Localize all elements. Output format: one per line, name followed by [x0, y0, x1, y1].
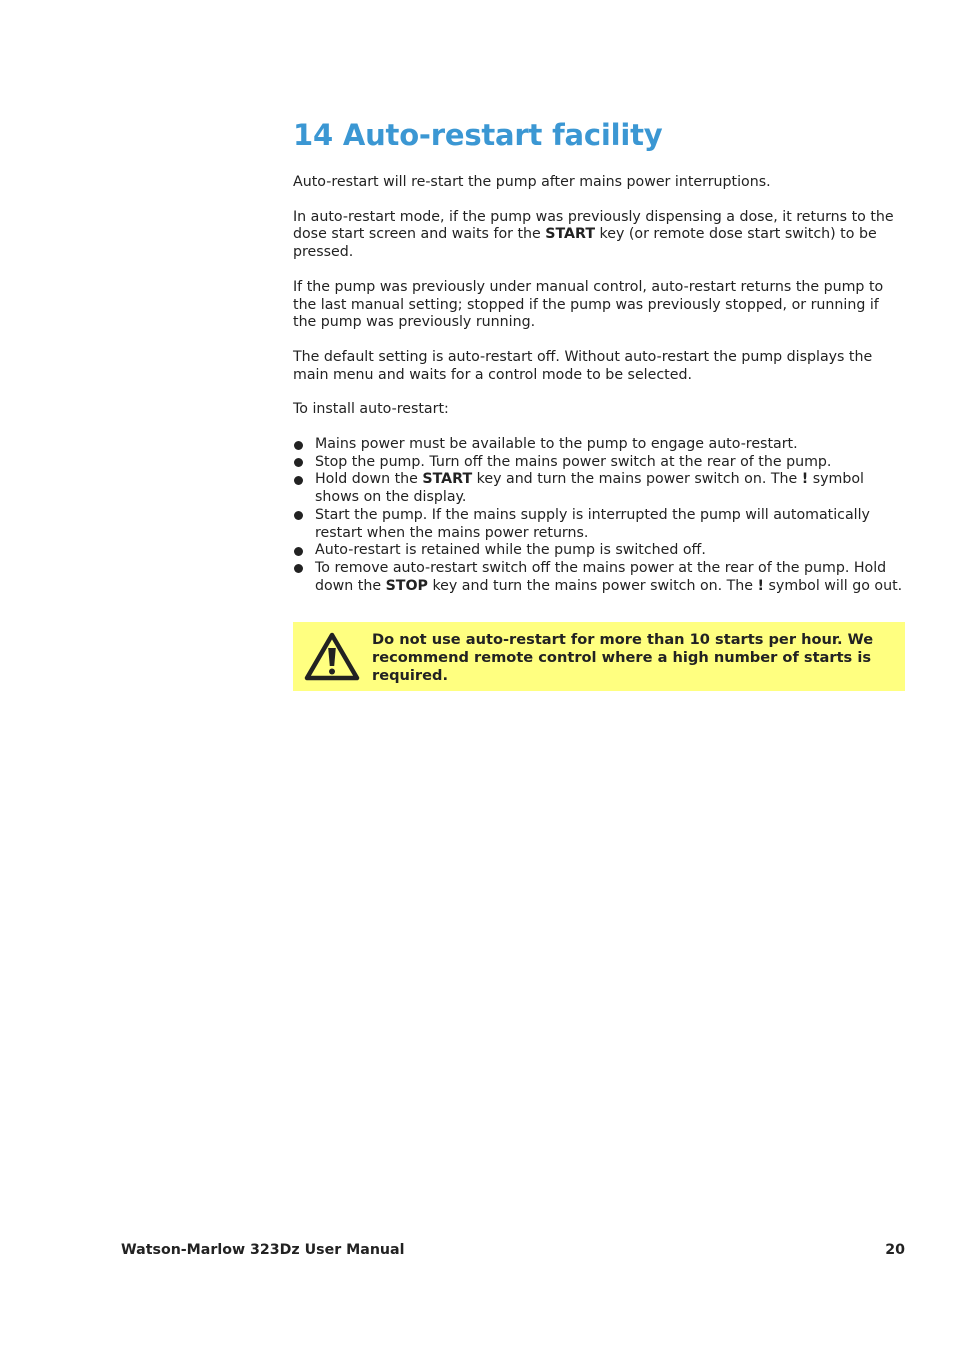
step-text: symbol will go out.	[764, 577, 903, 594]
dose-mode-text-a: In auto-restart mode, if the pump was previously dispensing a dose, it returns to the dose start screen and waits for the	[293, 208, 894, 243]
dose-mode-text-b: key (or remote dose start switch) to be pressed.	[293, 226, 877, 261]
exclamation-symbol: !	[801, 471, 809, 488]
list-item	[293, 507, 905, 542]
dose-mode-paragraph	[293, 209, 905, 262]
install-intro: To install auto-restart:	[293, 401, 449, 418]
page-title: 14 Auto-restart facility	[293, 118, 663, 152]
bullet-icon	[294, 458, 303, 467]
step-text: symbol shows on the display.	[315, 471, 864, 506]
start-key-label: START	[422, 471, 473, 488]
manual-control-paragraph: If the pump was previously under manual control, auto-restart returns the pump to the last manual setting; stopped if the pump was previously stopped, or running if the pump was previously running.	[293, 278, 884, 331]
list-item	[293, 454, 905, 472]
stop-key-label: STOP	[385, 577, 428, 594]
list-item	[293, 560, 905, 595]
step-text: Stop the pump. Turn off the mains power switch at the rear of the pump.	[315, 453, 832, 470]
list-item	[293, 542, 905, 560]
exclamation-symbol: !	[757, 577, 765, 594]
bullet-icon	[294, 547, 303, 556]
step-text: To remove auto-restart switch off the mains power at the rear of the pump. Hold down the	[315, 559, 887, 594]
footer-title: Watson-Marlow 323Dz User Manual	[121, 1242, 405, 1258]
intro-paragraph: Auto-restart will re-start the pump after mains power interruptions.	[293, 174, 771, 190]
bullet-icon	[294, 511, 303, 520]
page-number: 20	[885, 1242, 905, 1258]
step-text: Mains power must be available to the pump to engage auto-restart.	[315, 436, 798, 453]
bullet-icon	[294, 564, 303, 573]
step-text: key and turn the mains power switch on. The	[472, 471, 802, 488]
list-item	[293, 471, 905, 506]
step-text: Auto-restart is retained while the pump is switched off.	[315, 542, 706, 559]
step-text: Start the pump. If the mains supply is interrupted the pump will automatically restart when the mains power returns.	[315, 506, 870, 541]
start-key-label: START	[545, 226, 596, 243]
list-item	[293, 436, 905, 454]
page-footer	[121, 1241, 905, 1259]
step-text: Hold down the	[315, 471, 423, 488]
install-steps-list	[293, 436, 905, 595]
step-text: key and turn the mains power switch on. The	[427, 577, 758, 594]
bullet-icon	[294, 441, 303, 450]
default-setting-paragraph: The default setting is auto-restart off. Without auto-restart the pump displays the main menu and waits for a control mode to be selected.	[293, 348, 873, 383]
warning-box	[293, 622, 905, 691]
page-content	[293, 112, 905, 691]
warning-triangle-icon	[304, 632, 360, 682]
bullet-icon	[294, 476, 303, 485]
warning-text: Do not use auto-restart for more than 10 starts per hour. We recommend remote control where a high number of starts is required.	[372, 631, 874, 684]
